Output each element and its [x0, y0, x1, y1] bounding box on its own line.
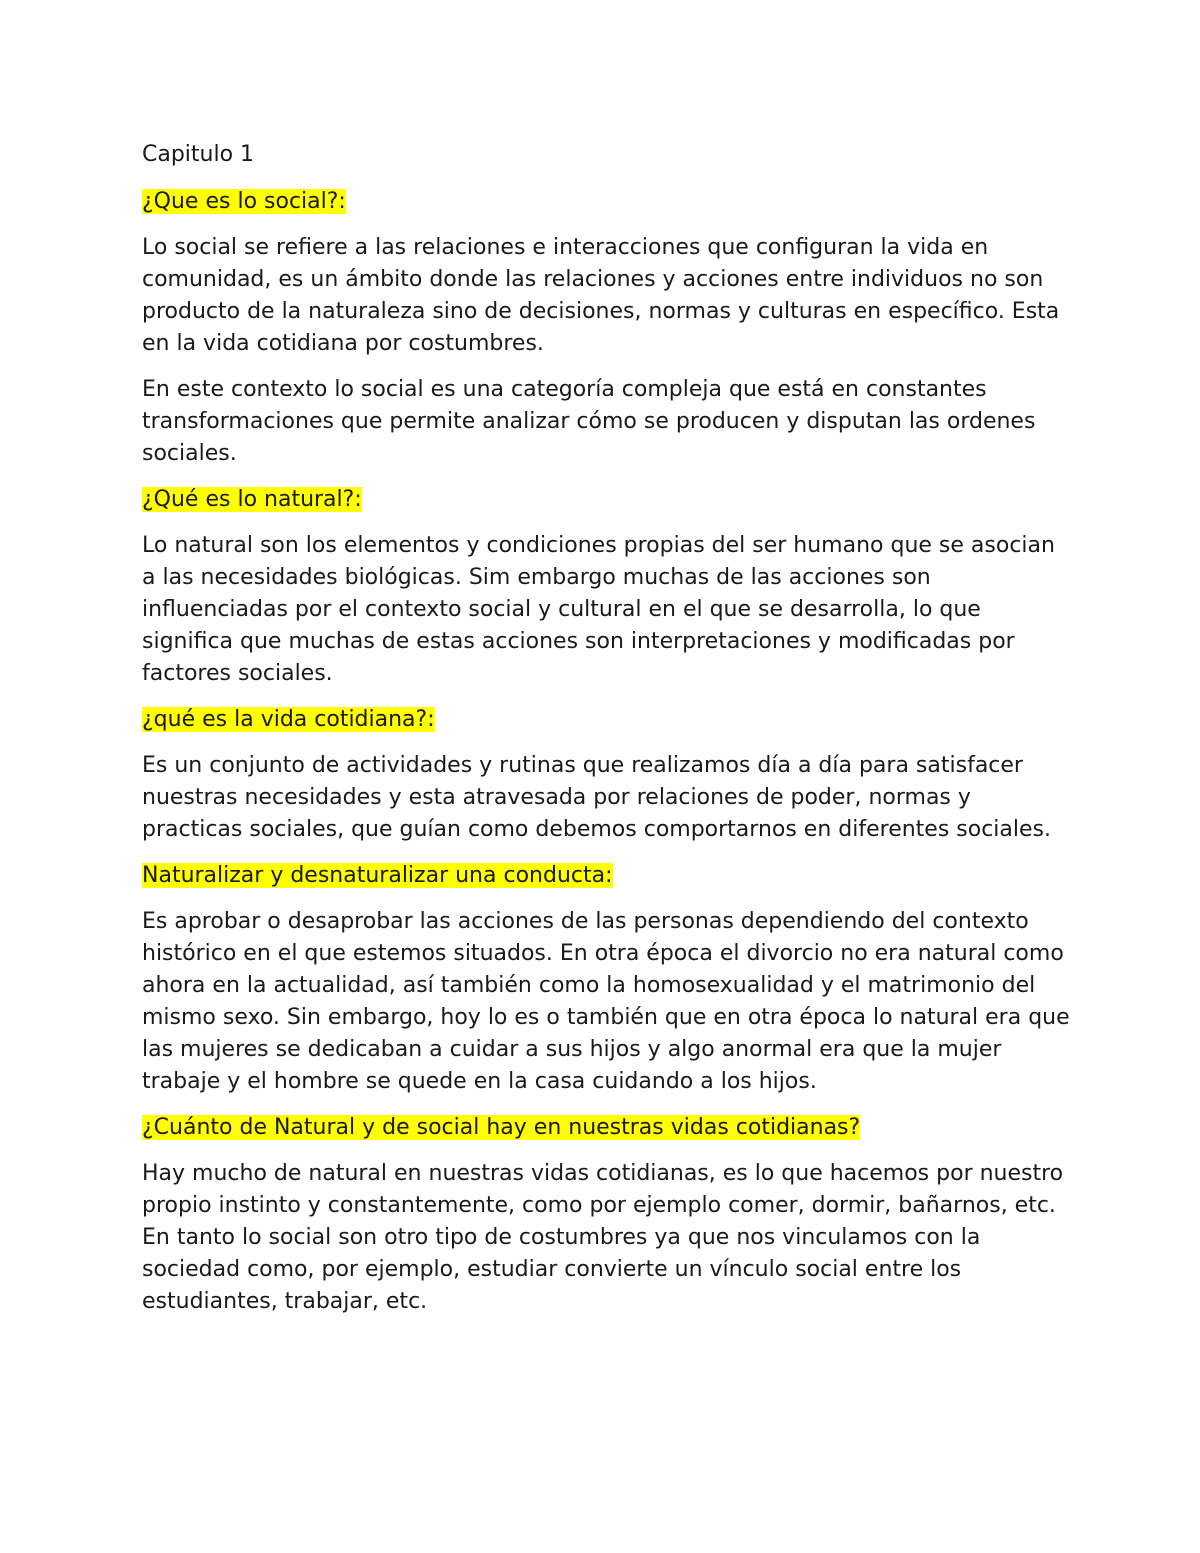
paragraph: Lo natural son los elementos y condiciones propias del ser humano que se asocian a las necesidades biológicas. Sim embargo muchas de las acciones son influenciadas por el contexto social y cultural en el que se desarrolla, lo que significa que muchas de estas acciones son interpretaciones y modificadas por factores sociales. [142, 533, 1055, 686]
paragraph: En este contexto lo social es una categoría compleja que está en constantes transformaciones que permite analizar cómo se producen y disputan las ordenes sociales. [142, 377, 1036, 466]
section-social [142, 186, 1072, 470]
section-vida-cotidiana [142, 704, 1072, 846]
paragraph: Hay mucho de natural en nuestras vidas cotidianas, es lo que hacemos por nuestro propio instinto y constantemente, como por ejemplo comer, dormir, bañarnos, etc. En tanto lo social son otro tipo de costumbres ya que nos vinculamos con la sociedad como, por ejemplo, estudiar convierte un vínculo social entre los estudiantes, trabajar, etc. [142, 1161, 1064, 1314]
document-page [142, 138, 1072, 1332]
paragraph: Es un conjunto de actividades y rutinas que realizamos día a día para satisfacer nuestras necesidades y esta atravesada por relaciones de poder, normas y practicas sociales, que guían como debemos comportarnos en diferentes sociales. [142, 753, 1052, 842]
section-naturalizar [142, 860, 1072, 1098]
highlighted-heading-text: ¿Qué es lo natural?: [142, 487, 362, 512]
section-heading [142, 186, 1072, 218]
paragraph: Es aprobar o desaprobar las acciones de las personas dependiendo del contexto histórico en el que estemos situados. En otra época el divorcio no era natural como ahora en la actualidad, así también como la homosexualidad y el matrimonio del mismo sexo. Sin embargo, hoy lo es o también que en otra época lo natural era que las mujeres se dedicaban a cuidar a sus hijos y algo anormal era que la mujer trabaje y el hombre se quede en la casa cuidando a los hijos. [142, 909, 1070, 1094]
highlighted-heading-text: ¿Cuánto de Natural y de social hay en nuestras vidas cotidianas? [142, 1115, 861, 1140]
section-cuanto-natural [142, 1112, 1072, 1318]
highlighted-heading-text: ¿Que es lo social?: [142, 189, 346, 214]
paragraph: Lo social se refiere a las relaciones e interacciones que configuran la vida en comunidad, es un ámbito donde las relaciones y acciones entre individuos no son producto de la naturaleza sino de decisiones, normas y culturas en específico. Esta en la vida cotidiana por costumbres. [142, 235, 1060, 356]
highlighted-heading-text: Naturalizar y desnaturalizar una conducta: [142, 863, 613, 888]
highlighted-heading-text: ¿qué es la vida cotidiana?: [142, 707, 435, 732]
section-heading [142, 860, 1072, 892]
section-natural [142, 484, 1072, 690]
section-heading [142, 484, 1072, 516]
chapter-title: Capitulo 1 [142, 142, 255, 167]
section-heading [142, 704, 1072, 736]
section-heading [142, 1112, 1072, 1144]
